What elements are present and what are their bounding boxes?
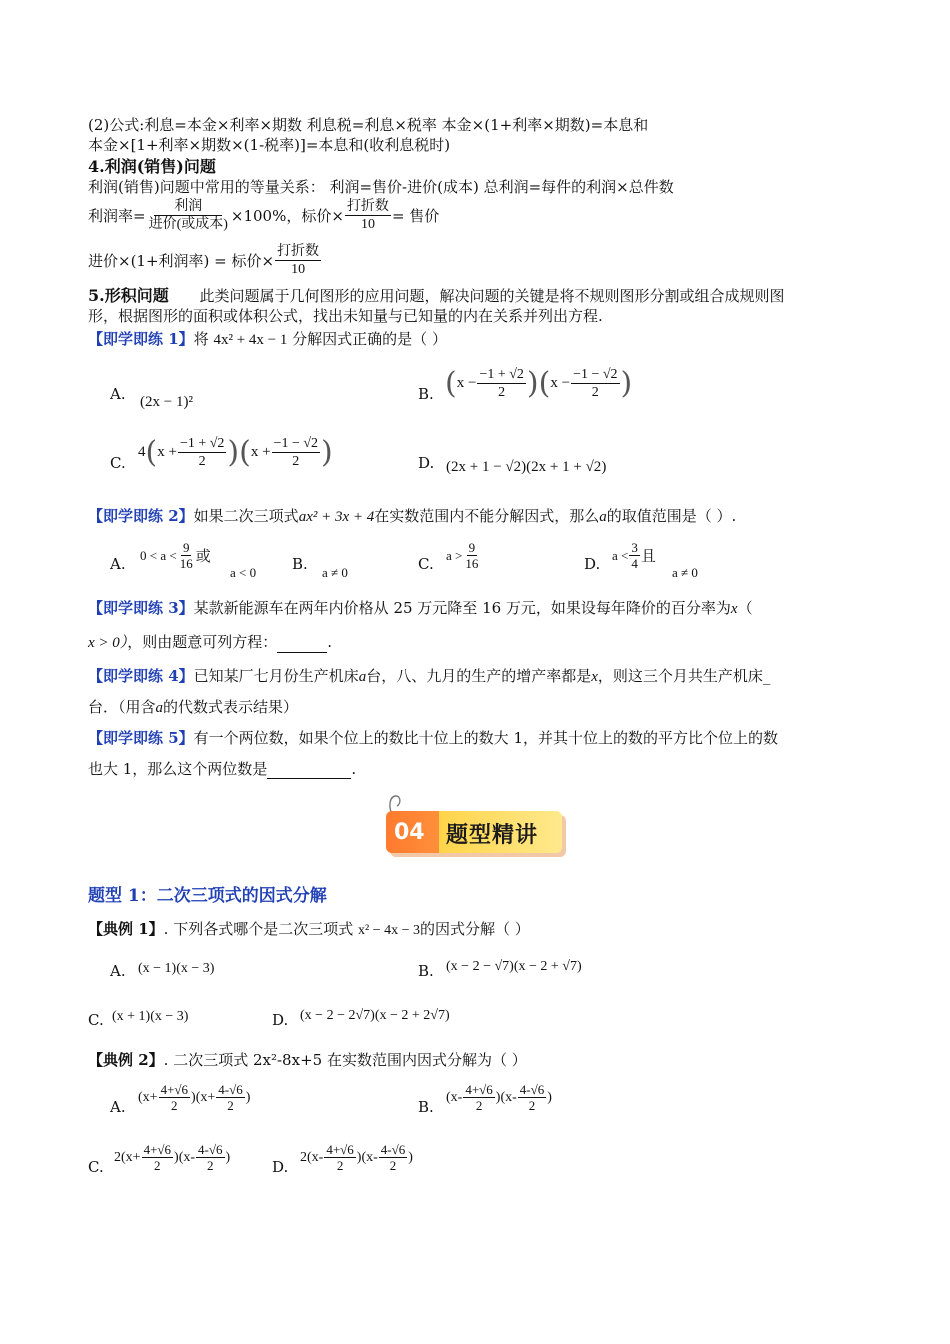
ex2-d-pre: a <	[612, 547, 629, 563]
ex4-text2b: 的代数式表示结果）	[163, 698, 299, 716]
ex2-a-pre: 0 < a <	[140, 547, 177, 563]
ex2-option-a-label[interactable]: A.	[110, 555, 126, 573]
profit-rate-formula	[88, 198, 439, 233]
dl2-b-frac1	[463, 1082, 494, 1113]
dl2-label: 【典例 2】	[88, 1051, 164, 1069]
dl1-question	[88, 919, 530, 941]
interest-formula-line1: (2)公式:利息=本金×利率×期数 利息税=利息×税率 本金×(1+利率×期数)=本息和	[88, 116, 649, 134]
ex2-option-b-expr: a ≠ 0	[322, 565, 348, 580]
dl1-option-a-label[interactable]: A.	[110, 962, 126, 980]
ex1-q-pre: 将	[193, 330, 209, 348]
ex1-c-n2: −1 − √2	[273, 436, 319, 451]
dl2-c-d1: 2	[154, 1158, 161, 1173]
dl2-option-a-expr	[138, 1082, 250, 1113]
ex2-d-sub: a ≠ 0	[672, 565, 698, 580]
f1-den: 进价(或成本)	[148, 217, 228, 232]
banner-number: 04	[394, 820, 425, 845]
dl2-d-n1: 4+√6	[326, 1142, 354, 1157]
ex3-text1: 某款新能源车在两年内价格从 25 万元降至 16 万元，如果设每年降价的百分率为	[193, 599, 731, 617]
ex3-text2: ，则由题意可列方程：	[127, 633, 278, 651]
dl2-b-p2: )(x-	[495, 1089, 517, 1105]
ex4-x: x	[591, 669, 598, 685]
ex2-a-sub: a < 0	[230, 565, 257, 580]
dl2-d-d2: 2	[389, 1158, 397, 1173]
ex1-c-d1: 2	[198, 454, 206, 469]
ex2-option-b-label[interactable]: B.	[292, 555, 308, 573]
f1-prefix: 利润率=	[88, 206, 146, 225]
ex2-d-num: 3	[631, 540, 638, 555]
f1-num2: 打折数	[346, 199, 389, 214]
dl2-d-n2: 4-√6	[380, 1142, 406, 1157]
dl2-q: . 二次三项式 2x²-8x+5 在实数范围内因式分解为（ ）	[163, 1051, 527, 1069]
dl2-c-d2: 2	[207, 1158, 214, 1173]
dl2-c-frac1	[142, 1142, 173, 1173]
dl1-q-post: 的因式分解（ ）	[420, 920, 530, 938]
ex3-paren: （	[737, 599, 753, 617]
ex3-cond: x > 0）	[88, 635, 128, 651]
dl1-d-expr1: x − 2 − 2√7	[304, 1008, 371, 1023]
f1-num: 利润	[154, 198, 222, 216]
section5-line1	[88, 286, 785, 306]
f2-den: 10	[291, 262, 306, 277]
dl2-b-d2: 2	[528, 1098, 536, 1113]
ex4-text2: 台．（用含	[88, 698, 156, 716]
ex1-c-frac1	[178, 435, 226, 470]
ex2-c-pre: a >	[446, 547, 463, 563]
ex2-label: 【即学即练 2】	[88, 507, 194, 525]
section4-desc: 利润(销售)问题中常用的等量关系： 利润=售价-进价(成本) 总利润=每件的利润×总件数	[88, 178, 674, 196]
ex1-b-n1: −1 + √2	[479, 367, 524, 382]
dl2-option-c-label[interactable]: C.	[88, 1158, 104, 1176]
ex2-d-and: 且	[640, 546, 656, 565]
ex2-q-pre: 如果二次三项式	[193, 507, 299, 525]
ex1-option-b-expr: ( x − $\frac{-1 + √2}{2}$ )( x − $\frac{-1 - √2}{2}$ )	[445, 365, 633, 401]
dl2-c-n2: 4-√6	[198, 1142, 223, 1157]
ex2-option-a-expr	[140, 540, 211, 571]
ex1-b-n2: −1 − √2	[573, 367, 618, 382]
ex1-c-d2: 2	[292, 454, 300, 469]
section5-desc1: 此类问题属于几何图形的应用问题，解决问题的关键是将不规则图形分割或组合成规则图	[199, 287, 785, 305]
dl2-c-n1: 4+√6	[143, 1142, 172, 1157]
dl2-c-p3: )	[225, 1149, 231, 1165]
f1-suffix: = 售价	[391, 206, 440, 225]
ex2-question	[88, 506, 736, 527]
ex3-x: x	[730, 601, 738, 617]
section5-desc2: 形，根据图形的面积或体积公式，找出未知量与已知量的内在关系并列出方程.	[88, 307, 603, 325]
f2-prefix: 进价×(1+利润率) = 标价×	[88, 251, 275, 270]
ex2-option-d-label[interactable]: D.	[584, 555, 601, 573]
dl2-d-p3: )	[408, 1149, 413, 1165]
dl1-d-expr2: x − 2 + 2√7	[379, 1008, 445, 1023]
ex1-b-d2: 2	[591, 385, 599, 400]
dl2-a-frac1	[159, 1082, 190, 1113]
f1-den2: 10	[360, 217, 375, 232]
f1-fraction	[147, 198, 230, 233]
ex3-line1	[88, 598, 753, 619]
ex1-c-x1: x +	[157, 444, 177, 460]
ex1-option-c-expr: 4 ( x + $\frac{-1 + √2}{2}$ )( x + $\frac{-1 - √2}{2}$ )	[138, 434, 333, 470]
dl2-option-b-label[interactable]: B.	[418, 1098, 434, 1116]
dl1-option-b-expr: (x − 2 − √7)(x − 2 + √7)	[446, 959, 582, 974]
dl2-c-p2: )(x-	[174, 1149, 196, 1165]
dl2-a-p3: )	[245, 1089, 251, 1105]
dl2-d-p2: )(x-	[356, 1149, 378, 1165]
dl2-b-frac2	[518, 1082, 546, 1113]
ex4-label: 【即学即练 4】	[88, 667, 194, 685]
dl1-q-pre: . 下列各式哪个是二次三项式	[163, 920, 354, 938]
dl2-option-c-expr	[114, 1142, 230, 1173]
type1-title: 题型 1：二次三项式的因式分解	[88, 886, 327, 906]
dl2-d-d1: 2	[336, 1158, 344, 1173]
ex2-q-mid: 在实数范围内不能分解因式，那么	[374, 507, 600, 525]
dl1-option-b-label[interactable]: B.	[418, 962, 434, 980]
dl2-c-frac2	[196, 1142, 224, 1173]
dl2-b-n1: 4+√6	[465, 1082, 493, 1097]
dl1-option-a-expr: (x − 1)(x − 3)	[138, 961, 215, 976]
dl2-b-p3: )	[547, 1089, 552, 1105]
dl2-a-frac2	[216, 1082, 244, 1113]
dl2-question	[88, 1050, 527, 1070]
ex2-option-d-expr	[612, 540, 656, 571]
dl2-d-p1: 2(x-	[300, 1149, 324, 1165]
ex5-line1	[88, 728, 778, 748]
ex1-q-expr: 4x² + 4x − 1	[213, 332, 288, 348]
ex1-option-a-expr: (2x − 1)²	[140, 394, 193, 410]
ex1-b-frac2	[571, 366, 619, 401]
ex5-answer-blank[interactable]	[267, 778, 351, 779]
ex4-a: a	[358, 669, 367, 685]
ex2-a-num: 9	[182, 540, 190, 555]
banner-title: 题型精讲	[446, 823, 539, 848]
cost-formula	[88, 243, 322, 278]
ex1-b-x1: x −	[456, 375, 477, 391]
ex2-q-expr: ax² + 3x + 4	[298, 509, 375, 525]
ex1-label: 【即学即练 1】	[88, 330, 194, 348]
dl2-a-d1: 2	[171, 1098, 178, 1113]
ex2-a-or: 或	[195, 546, 211, 565]
ex2-q-a: a	[599, 509, 607, 525]
ex4-text1c: ，则这三个月共生产机床_	[597, 667, 771, 685]
ex5-text1: 有一个两位数，如果个位上的数比十位上的数大 1，并其十位上的数的平方比个位上的数	[193, 729, 778, 747]
f2-fraction	[275, 243, 321, 278]
ex2-c-den: 16	[465, 556, 479, 571]
ex1-d-expr1: 2x + 1 − √2	[451, 459, 522, 475]
dl2-option-d-label[interactable]: D.	[272, 1158, 289, 1176]
ex2-option-c-expr	[446, 540, 481, 571]
dl2-b-n2: 4-√6	[519, 1082, 545, 1097]
ex1-c-x2: x +	[250, 444, 271, 460]
dl1-option-d-expr: (x − 2 − 2√7)(x − 2 + 2√7)	[300, 1008, 450, 1023]
ex5-line2	[88, 759, 356, 779]
ex4-line1	[88, 666, 770, 687]
dl1-b-expr2: x − 2 + √7	[518, 959, 577, 974]
ex4-text1b: 台，八、九月的生产的增产率都是	[366, 667, 592, 685]
ex1-b-d1: 2	[498, 385, 506, 400]
dl2-a-p2: )(x+	[191, 1089, 216, 1105]
f1-fraction2	[345, 198, 391, 233]
ex3-line2	[88, 632, 332, 653]
ex1-b-x2: x −	[550, 375, 571, 391]
ex5-end: .	[351, 760, 357, 778]
ex2-c-num: 9	[468, 540, 476, 555]
dl2-a-n2: 4-√6	[218, 1082, 243, 1097]
dl2-a-p1: (x+	[138, 1089, 158, 1105]
dl2-c-p1: 2(x+	[114, 1149, 141, 1165]
ex4-a2: a	[155, 700, 164, 716]
ex1-question	[88, 329, 447, 350]
dl1-option-c-label[interactable]: C.	[88, 1011, 104, 1029]
ex2-c-frac	[463, 540, 480, 571]
ex1-c-n1: −1 + √2	[179, 436, 225, 451]
ex2-d-den: 4	[631, 556, 638, 571]
ex3-answer-blank[interactable]	[277, 652, 327, 653]
dl2-d-frac2	[379, 1142, 407, 1173]
dl1-q-expr: x² − 4x − 3	[358, 923, 420, 938]
dl2-a-d2: 2	[227, 1098, 234, 1113]
dl1-label: 【典例 1】	[88, 920, 164, 938]
ex3-end: .	[327, 633, 333, 651]
ex1-option-d-label[interactable]: D.	[418, 454, 435, 472]
ex1-q-post: 分解因式正确的是（ ）	[292, 330, 447, 348]
ex1-option-a-label[interactable]: A.	[110, 385, 126, 403]
dl2-b-d1: 2	[475, 1098, 483, 1113]
ex1-option-b-label[interactable]: B.	[418, 385, 434, 403]
ex5-label: 【即学即练 5】	[88, 729, 194, 747]
dl2-option-a-label[interactable]: A.	[110, 1098, 126, 1116]
dl2-option-d-expr	[300, 1142, 413, 1173]
ex5-text2: 也大 1，那么这个两位数是	[88, 760, 268, 778]
dl2-option-b-expr	[446, 1082, 552, 1113]
interest-formula-line2: 本金×[1+利率×期数×(1-税率)]=本息和(收利息税时)	[88, 136, 451, 154]
ex1-b-frac1	[477, 366, 525, 401]
ex2-d-frac	[629, 540, 640, 571]
ex1-option-d-expr: (2x + 1 − √2)(2x + 1 + √2)	[446, 459, 607, 475]
ex1-option-c-label[interactable]: C.	[110, 454, 126, 472]
dl2-a-n1: 4+√6	[160, 1082, 189, 1097]
section5-title: 5.形积问题	[88, 286, 169, 305]
dl1-b-expr1: x − 2 − √7	[450, 959, 510, 974]
dl1-option-c-expr: (x + 1)(x − 3)	[112, 1009, 189, 1024]
ex2-a-frac	[178, 540, 195, 571]
ex4-line2	[88, 697, 298, 718]
ex1-d-expr2: 2x + 1 + √2	[531, 459, 602, 475]
dl2-b-p1: (x-	[446, 1089, 463, 1105]
ex3-label: 【即学即练 3】	[88, 599, 194, 617]
ex1-c-frac2	[272, 435, 320, 470]
dl2-d-frac1	[324, 1142, 355, 1173]
dl1-option-d-label[interactable]: D.	[272, 1011, 289, 1029]
ex2-q-post: 的取值范围是（ ）.	[606, 507, 737, 525]
section-banner	[386, 808, 566, 856]
section4-title: 4.利润(销售)问题	[88, 157, 216, 176]
ex4-text1: 已知某厂七月份生产机床	[193, 667, 359, 685]
ex2-a-den: 16	[179, 556, 193, 571]
f1-mid: ×100%，标价×	[230, 206, 344, 225]
f2-num: 打折数	[277, 244, 320, 259]
ex2-option-c-label[interactable]: C.	[418, 555, 434, 573]
ex1-c-4: 4	[138, 444, 146, 460]
